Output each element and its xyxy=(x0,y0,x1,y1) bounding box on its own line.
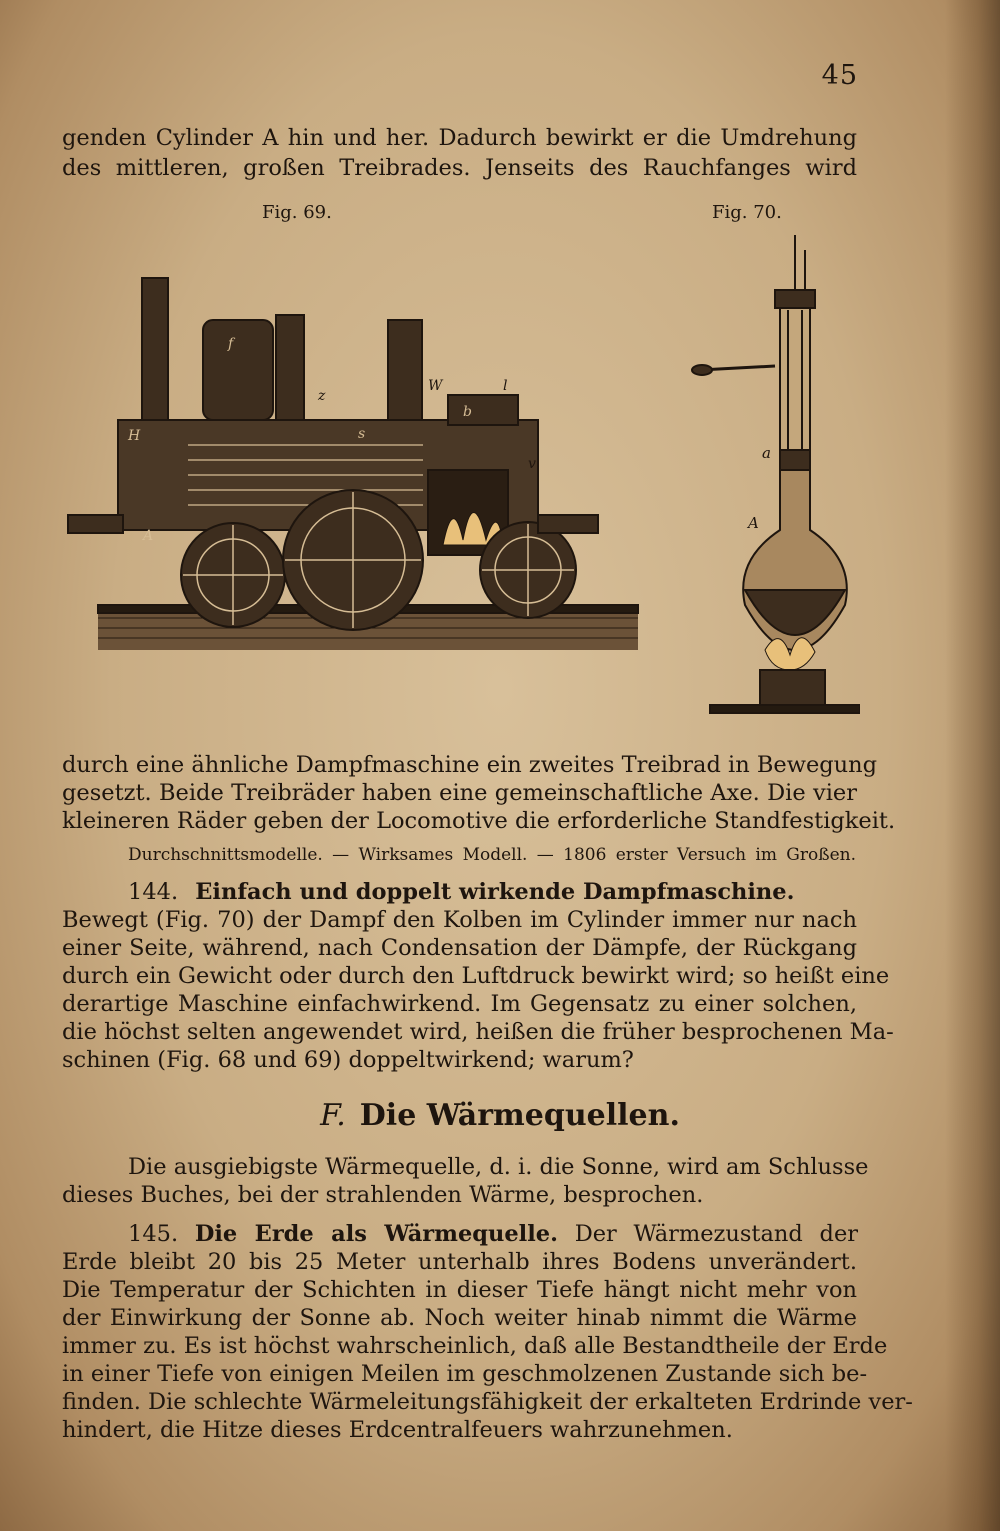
section-145-heading xyxy=(128,1220,858,1248)
text-line: kleineren Räder geben der Locomotive die erforderliche Standfestigkeit. xyxy=(62,808,896,834)
section-144-heading xyxy=(128,878,858,906)
text-line: hindert, die Hitze dieses Erdcentralfeuers wahrzunehmen. xyxy=(62,1417,733,1443)
section-number: 144. xyxy=(128,879,179,905)
text-line: schinen (Fig. 68 und 69) doppeltwirkend; warum? xyxy=(62,1047,634,1073)
figure-69-caption: Fig. 69. xyxy=(262,202,332,223)
page-number: 45 xyxy=(821,60,858,91)
figure-label-b: b xyxy=(463,404,472,420)
text-line: in einer Tiefe von einigen Meilen im geschmolzenen Zustande sich be- xyxy=(62,1361,868,1387)
text-line: der Einwirkung der Sonne ab. Noch weiter hinab nimmt die Wärme xyxy=(62,1305,857,1331)
section-first-line: Der Wärmezustand der xyxy=(574,1221,859,1247)
locomotive-illustration xyxy=(58,240,658,710)
figure-label-f: f xyxy=(228,336,234,352)
text-line: durch eine ähnliche Dampfmaschine ein zweites Treibrad in Bewegung xyxy=(62,752,878,778)
text-line: immer zu. Es ist höchst wahrscheinlich, daß alle Bestandtheile der Erde xyxy=(62,1333,888,1359)
text-line: des mittleren, großen Treibrades. Jenseits des Rauchfanges wird xyxy=(62,155,857,181)
section-F-heading xyxy=(0,1098,1000,1133)
note-line: Durchschnittsmodelle. — Wirksames Modell. — 1806 erster Versuch im Großen. xyxy=(128,845,856,865)
flask-apparatus-illustration xyxy=(680,230,860,730)
section-title: Die Wärmequellen. xyxy=(359,1098,680,1133)
text-line: Erde bleibt 20 bis 25 Meter unterhalb ihres Bodens unverändert. xyxy=(62,1249,857,1275)
text-line: Die ausgiebigste Wärmequelle, d. i. die Sonne, wird am Schlusse xyxy=(128,1154,869,1180)
text-line: derartige Maschine einfachwirkend. Im Gegensatz zu einer solchen, xyxy=(62,991,857,1017)
section-title: Einfach und doppelt wirkende Dampfmaschine. xyxy=(195,879,795,905)
text-line: die höchst selten angewendet wird, heißen die früher besprochenen Ma- xyxy=(62,1019,894,1045)
text-line: dieses Buches, bei der strahlenden Wärme, besprochen. xyxy=(62,1182,704,1208)
figure-70-caption: Fig. 70. xyxy=(712,202,782,223)
figure-label-s: s xyxy=(358,426,366,442)
figure-label-W: W xyxy=(428,378,443,394)
figure-label-a: a xyxy=(762,444,771,462)
text-line: durch ein Gewicht oder durch den Luftdruck bewirkt wird; so heißt eine xyxy=(62,963,890,989)
section-title: Die Erde als Wärmequelle. xyxy=(194,1221,558,1247)
page-edge-shadow xyxy=(945,0,1000,1531)
text-line: Die Temperatur der Schichten in dieser Tiefe hängt nicht mehr von xyxy=(62,1277,857,1303)
text-line: einer Seite, während, nach Condensation der Dämpfe, der Rückgang xyxy=(62,935,857,961)
figure-label-A: A xyxy=(748,514,759,532)
section-number: 145. xyxy=(128,1221,179,1247)
text-line: genden Cylinder A hin und her. Dadurch bewirkt er die Umdrehung xyxy=(62,125,857,151)
figure-label-v: v xyxy=(528,456,536,472)
figure-label-l: l xyxy=(503,378,508,394)
text-line: Bewegt (Fig. 70) der Dampf den Kolben im Cylinder immer nur nach xyxy=(62,907,857,933)
figure-label-A: A xyxy=(143,528,154,544)
figure-label-H: H xyxy=(128,428,141,444)
figure-label-z: z xyxy=(318,388,326,404)
text-line: gesetzt. Beide Treibräder haben eine gemeinschaftliche Axe. Die vier xyxy=(62,780,857,806)
text-line: finden. Die schlechte Wärmeleitungsfähigkeit der erkalteten Erdrinde ver- xyxy=(62,1389,913,1415)
section-letter: F. xyxy=(320,1098,346,1133)
